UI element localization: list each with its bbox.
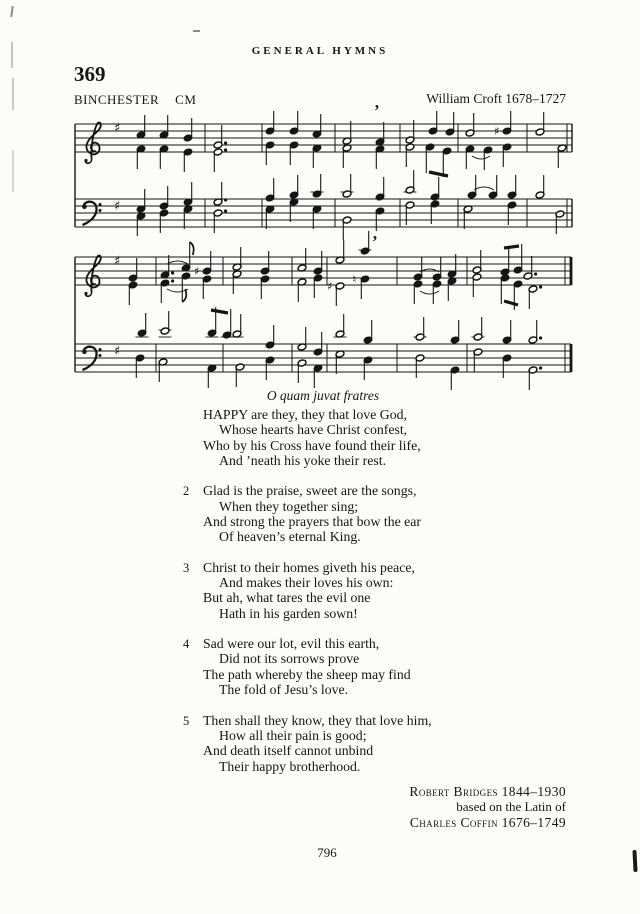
tie <box>474 187 494 190</box>
verse-line: And ’neath his yoke their rest. <box>219 453 387 469</box>
beam <box>504 301 518 305</box>
beam <box>211 310 228 313</box>
verse-number: 3 <box>183 560 190 575</box>
verse <box>180 483 510 544</box>
natural-icon: ♮ <box>352 272 357 286</box>
beam <box>504 246 519 248</box>
verse-line: Then shall they know, they that love him, <box>203 712 432 728</box>
verse-line: Whose hearts have Christ confest, <box>219 422 408 438</box>
verse-line: Hath in his garden sown! <box>219 605 358 621</box>
verse-line: The fold of Jesu’s love. <box>219 682 349 698</box>
verse <box>180 560 510 621</box>
latin-incipit: O quam juvat fratres <box>266 388 380 403</box>
sharp-icon: ♯ <box>114 199 121 214</box>
sharp-icon: ♯ <box>114 344 121 359</box>
verse-number: 2 <box>183 484 190 499</box>
beam <box>429 172 448 176</box>
verse-line: The path whereby the sheep may find <box>203 666 411 682</box>
verse-line: Glad is the praise, sweet are the songs, <box>203 483 417 499</box>
verse-line: But ah, what tares the evil one <box>203 590 371 606</box>
tie <box>420 291 439 294</box>
verse-line: Christ to their homes giveth his peace, <box>203 559 415 575</box>
verse-line: And strong the prayers that bow the ear <box>203 514 422 530</box>
hymn-number: 369 <box>74 62 106 86</box>
verses <box>180 407 510 789</box>
sharp-icon: ♯ <box>327 279 333 293</box>
attribution-author: Robert Bridges 1844–1930 <box>409 784 566 799</box>
composer: William Croft 1678–1727 <box>426 91 566 106</box>
verse-line: Their happy brotherhood. <box>219 758 361 774</box>
page-number: 796 <box>317 845 337 860</box>
sharp-icon: ♯ <box>194 264 200 278</box>
treble-staff <box>75 111 572 177</box>
verse <box>180 713 510 774</box>
verse-line: Did not its sorrows prove <box>219 651 360 667</box>
verse <box>180 636 510 697</box>
attribution-source: Charles Coffin 1676–1749 <box>409 814 566 830</box>
treble-clef-icon <box>84 123 100 164</box>
verse-line: And death itself cannot unbind <box>203 743 374 759</box>
sharp-icon: ♯ <box>114 254 121 269</box>
attribution <box>409 784 566 830</box>
breath-mark-icon: ’ <box>374 101 380 120</box>
treble-clef-icon <box>84 256 100 297</box>
verse-line: Of heaven’s eternal King. <box>219 529 361 545</box>
bass-staff <box>75 307 571 390</box>
verse-line: Who by his Cross have found their life, <box>203 437 421 453</box>
tie <box>420 269 439 272</box>
breath-mark-icon: ’ <box>372 232 378 251</box>
verse-line: And makes their loves his own: <box>219 575 394 591</box>
tune-name: BINCHESTER <box>74 92 160 107</box>
verse-line: When they together sing; <box>219 498 359 514</box>
verse-line: How all their pain is good; <box>219 727 367 743</box>
section-header: GENERAL HYMNS <box>251 45 389 57</box>
meter: CM <box>175 92 197 107</box>
verse-number: 5 <box>183 713 190 728</box>
treble-staff <box>75 231 571 310</box>
sharp-icon: ♯ <box>114 121 121 136</box>
verse-number: 4 <box>183 637 190 652</box>
tie <box>472 156 490 159</box>
bass-staff <box>75 170 572 240</box>
sharp-icon: ♯ <box>494 124 500 138</box>
attribution-middle: based on the Latin of <box>456 799 566 815</box>
verse-line: HAPPY are they, they that love God, <box>203 407 407 422</box>
verse <box>180 407 510 468</box>
verse-line: Sad were our lot, evil this earth, <box>203 636 380 652</box>
